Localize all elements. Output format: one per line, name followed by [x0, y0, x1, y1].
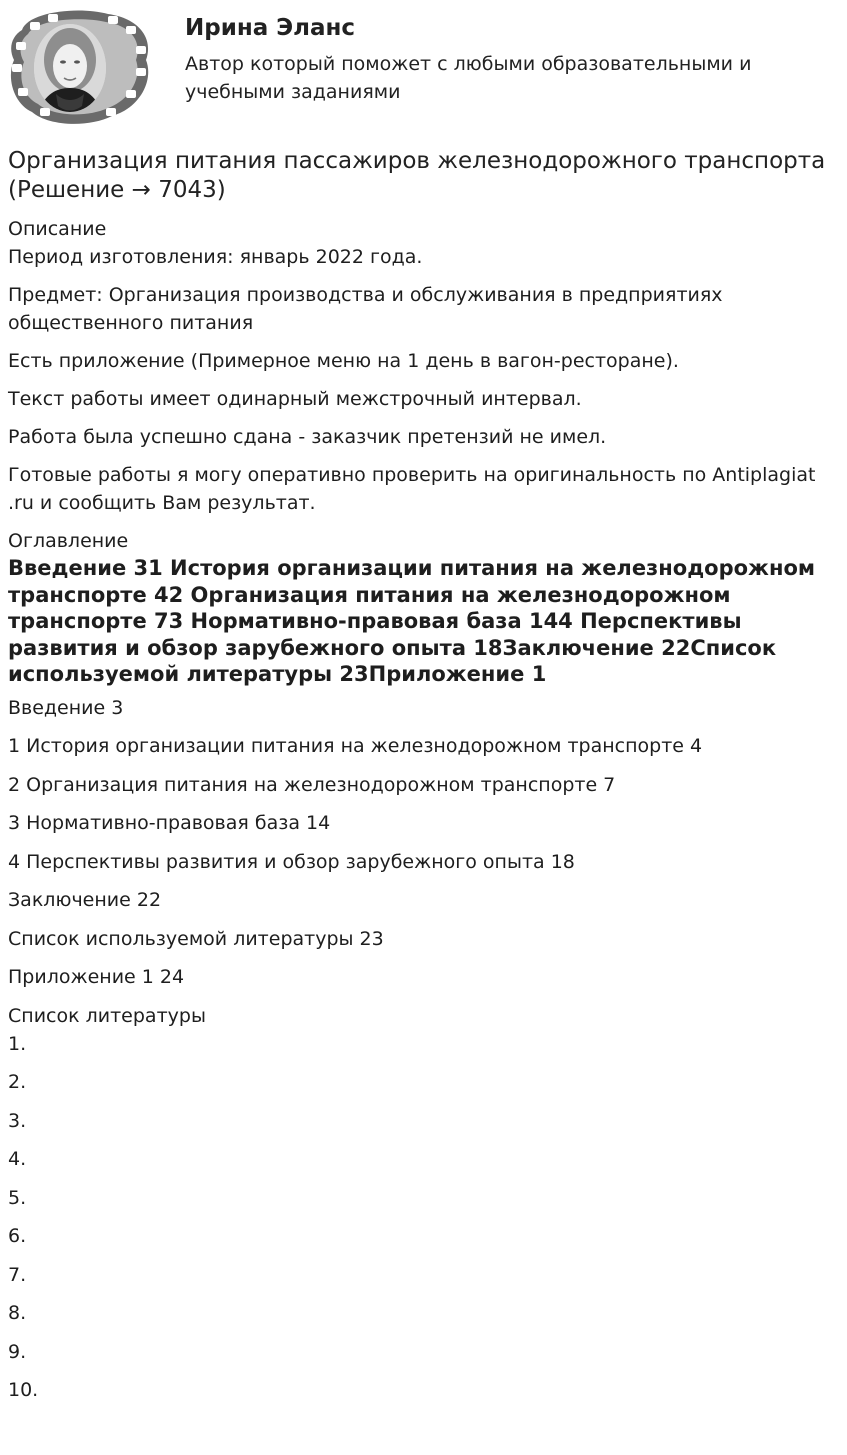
literature-item: 4.	[8, 1148, 27, 1170]
description-period: Период изготовления: январь 2022 года.	[8, 246, 423, 268]
toc-item: 1 История организации питания на железнодорожном транспорте 4	[8, 735, 703, 757]
toc-item: Список используемой литературы 23	[8, 927, 384, 950]
literature-item: 2.	[8, 1071, 27, 1093]
toc-item: 3 Нормативно-правовая база 14	[8, 812, 331, 834]
literature-list	[8, 1030, 828, 1405]
description-result: Работа была успешно сдана - заказчик претензий не имел.	[8, 426, 607, 448]
literature-item: 10.	[8, 1379, 39, 1401]
toc-item: Приложение 1 24	[8, 966, 185, 988]
literature-item: 8.	[8, 1302, 27, 1324]
literature-item: 5.	[8, 1186, 27, 1209]
description-subject: Предмет: Организация производства и обслуживания в предприятиях общественного питания	[8, 284, 723, 334]
toc-item: 4 Перспективы развития и обзор зарубежного опыта 18	[8, 850, 575, 873]
toc-item: Введение 3	[8, 696, 124, 719]
description-spacing: Текст работы имеет одинарный межстрочный интервал.	[8, 388, 582, 410]
work-content	[8, 147, 828, 1415]
toc-item: 2 Организация питания на железнодорожном транспорте 7	[8, 773, 616, 796]
literature-item: 3.	[8, 1109, 27, 1132]
description-appendix: Есть приложение (Примерное меню на 1 день в вагон-ресторане).	[8, 350, 679, 372]
description-label: Описание	[8, 218, 107, 240]
author-header	[8, 8, 838, 128]
toc-item: Заключение 22	[8, 889, 162, 911]
author-bio: Автор который поможет с любыми образовательными и учебными заданиями	[185, 53, 752, 103]
author-name: Ирина Эланс	[185, 15, 356, 41]
toc-label: Оглавление	[8, 530, 129, 552]
toc-summary: Введение 31 История организации питания на железнодорожном транспорте 42 Организация питания на железнодорожном транспорте 73 Нормативно-правовая база 144 Перспективы развития и обзор зарубежного опыта 18Заключение 22Список используемой литературы 23Приложение 1	[8, 556, 816, 686]
literature-item: 9.	[8, 1340, 27, 1363]
literature-item: 7.	[8, 1263, 27, 1286]
author-avatar	[8, 8, 152, 126]
literature-item: 1.	[8, 1032, 27, 1055]
description-originality: Готовые работы я могу оперативно проверить на оригинальность по Antiplagiat .ru и сообщить Вам результат.	[8, 464, 816, 514]
literature-label: Список литературы	[8, 1004, 206, 1027]
page-title: Организация питания пассажиров железнодорожного транспорта (Решение → 7043)	[8, 148, 826, 203]
literature-item: 6.	[8, 1225, 27, 1247]
